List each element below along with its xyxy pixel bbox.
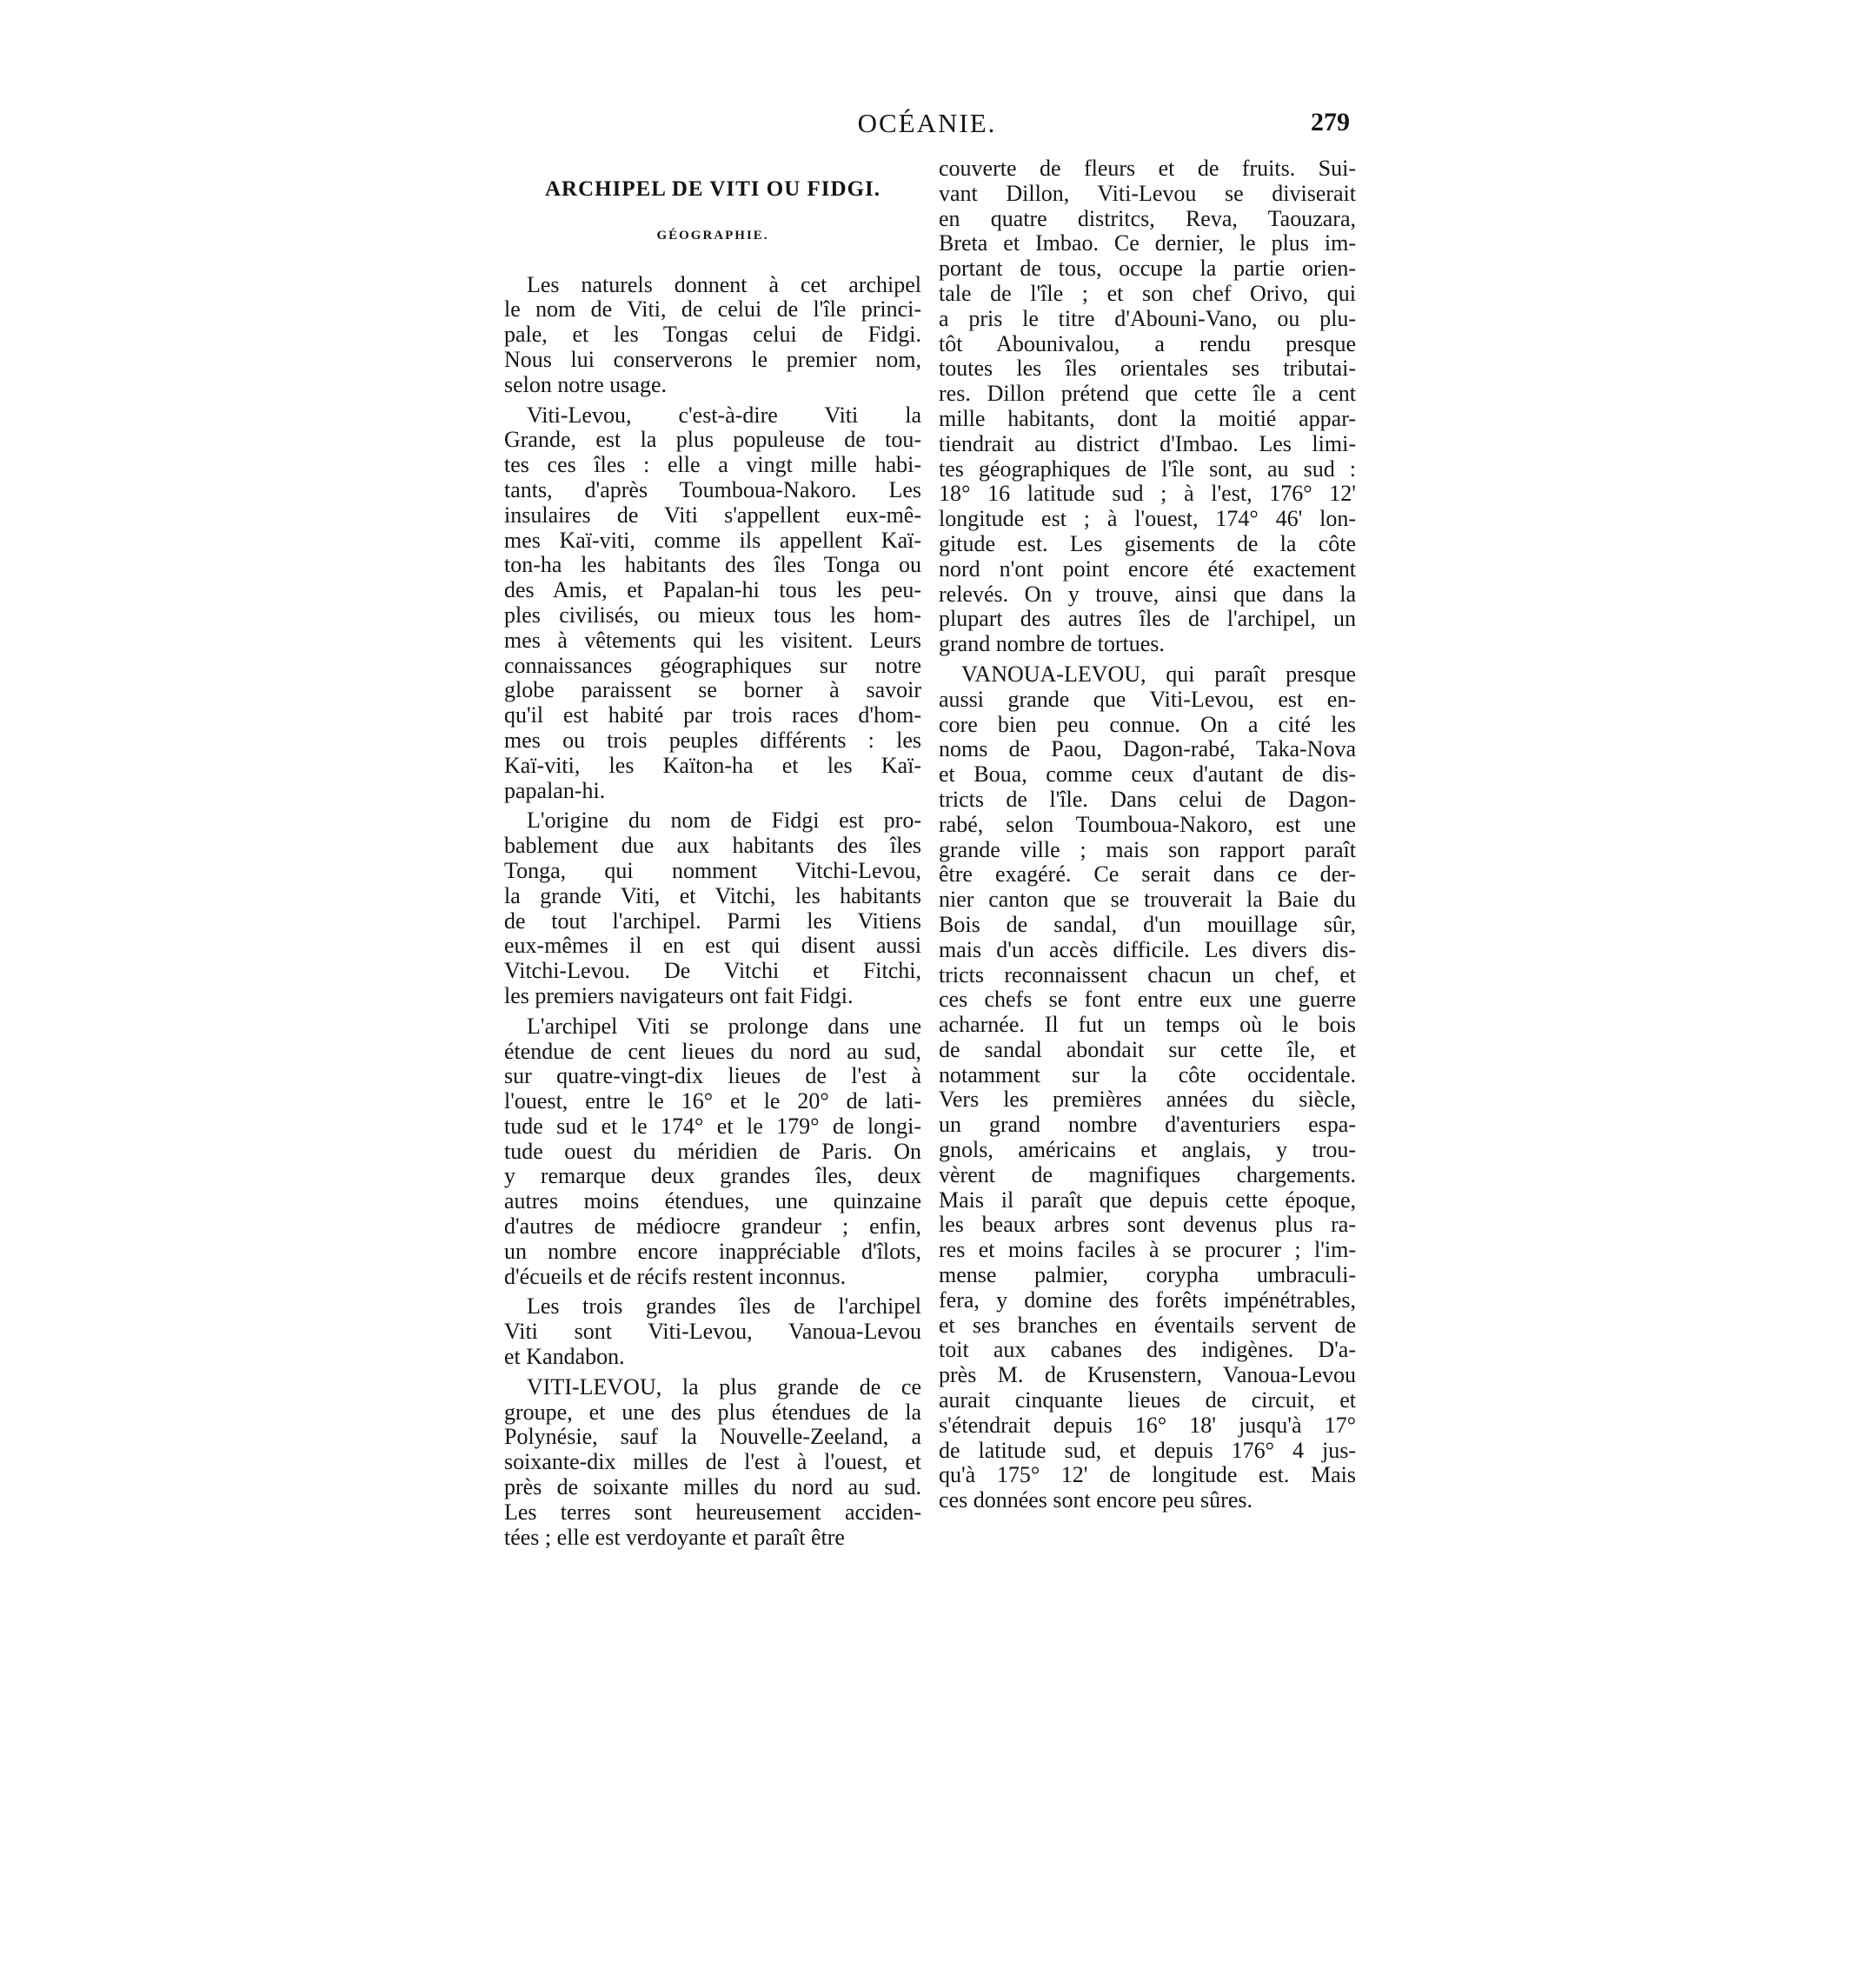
text-line: qu'il est habité par trois races d'hom- xyxy=(504,702,921,728)
paragraph xyxy=(504,1375,921,1551)
text-line: acharnée. Il fut un temps où le bois xyxy=(939,1012,1356,1038)
text-line: plupart des autres îles de l'archipel, un xyxy=(939,606,1356,632)
text-line: relevés. On y trouve, ainsi que dans la xyxy=(939,581,1356,607)
text-line: de sandal abondait sur cette île, et xyxy=(939,1036,1356,1062)
text-line: et Kandabon. xyxy=(504,1344,625,1370)
text-line: l'ouest, entre le 16° et le 20° de lati- xyxy=(504,1088,921,1114)
paragraph xyxy=(504,808,921,1008)
page-header xyxy=(495,108,1359,143)
text-line: nord n'ont point encore été exactement xyxy=(939,555,1356,582)
text-line: en quatre distritcs, Reva, Taouzara, xyxy=(939,205,1356,231)
paragraph xyxy=(504,403,921,804)
text-line: y remarque deux grandes îles, deux xyxy=(504,1163,921,1189)
text-line: des Amis, et Papalan-hi tous les peu- xyxy=(504,577,921,603)
text-line: la grande Viti, et Vitchi, les habitants xyxy=(504,882,921,908)
text-line: être exagéré. Ce serait dans ce der- xyxy=(939,861,1356,888)
text-line: ces chefs se font entre eux une guerre xyxy=(939,987,1356,1013)
text-line: étendue de cent lieues du nord au sud, xyxy=(504,1038,921,1064)
text-line: qu'à 175° 12' de longitude est. Mais xyxy=(939,1462,1356,1488)
text-line: mais d'un accès difficile. Les divers dis- xyxy=(939,936,1356,962)
text-line: core bien peu connue. On a cité les xyxy=(939,711,1356,737)
text-line: Breta et Imbao. Ce dernier, le plus im- xyxy=(939,230,1356,256)
text-line: rabé, selon Toumboua-Nakoro, est une xyxy=(939,811,1356,837)
text-line: Les naturels donnent à cet archipel xyxy=(527,271,921,297)
text-line: longitude est ; à l'ouest, 174° 46' lon- xyxy=(939,506,1356,532)
text-line: Vers les premières années du siècle, xyxy=(939,1087,1356,1113)
text-line: mes ou trois peuples différents : les xyxy=(504,727,921,753)
text-line: ples civilisés, ou mieux tous les hom- xyxy=(504,602,921,628)
text-line: les beaux arbres sont devenus plus ra- xyxy=(939,1212,1356,1238)
text-line: ces données sont encore peu sûres. xyxy=(939,1487,1253,1513)
text-line: de tout l'archipel. Parmi les Vitiens xyxy=(504,908,921,934)
running-title: OCÉANIE. xyxy=(857,108,997,138)
section-title: ARCHIPEL DE VITI OU FIDGI. xyxy=(544,177,881,201)
text-line: tes géographiques de l'île sont, au sud : xyxy=(939,455,1356,482)
text-line: toit aux cabanes des indigènes. D'a- xyxy=(939,1337,1356,1363)
text-line: grand nombre de tortues. xyxy=(939,631,1165,657)
left-column xyxy=(504,156,921,1550)
text-line: insulaires de Viti s'appellent eux-mê- xyxy=(504,502,921,528)
text-line: aurait cinquante lieues de circuit, et xyxy=(939,1387,1356,1413)
text-line: toutes les îles orientales ses tributai- xyxy=(939,356,1356,382)
text-line: Mais il paraît que depuis cette époque, xyxy=(939,1187,1356,1213)
text-line: d'écueils et de récifs restent inconnus. xyxy=(504,1263,847,1289)
text-line: mense palmier, corypha umbraculi- xyxy=(939,1262,1356,1288)
text-line: près M. de Krusenstern, Vanoua-Levou xyxy=(939,1362,1356,1388)
text-line: notamment sur la côte occidentale. xyxy=(939,1061,1356,1087)
paragraph xyxy=(504,1294,921,1369)
section-subtitle: GÉOGRAPHIE. xyxy=(656,228,769,243)
text-line: VITI-LEVOU, la plus grande de ce xyxy=(527,1373,921,1400)
text-line: un nombre encore inappréciable d'îlots, xyxy=(504,1238,921,1264)
text-line: tôt Abounivalou, a rendu presque xyxy=(939,330,1356,356)
text-line: s'étendrait depuis 16° 18' jusqu'à 17° xyxy=(939,1412,1356,1438)
text-line: Les trois grandes îles de l'archipel xyxy=(527,1293,921,1320)
text-line: Tonga, qui nomment Vitchi-Levou, xyxy=(504,857,921,883)
text-line: tricts reconnaissent chacun un chef, et xyxy=(939,961,1356,987)
text-line: tiendrait au district d'Imbao. Les limi- xyxy=(939,430,1356,456)
paragraph xyxy=(504,273,921,398)
text-line: soixante-dix milles de l'est à l'ouest, et xyxy=(504,1449,921,1475)
text-line: connaissances géographiques sur notre xyxy=(504,652,921,678)
text-line: VANOUA-LEVOU, qui paraît presque xyxy=(961,661,1356,687)
text-line: Les terres sont heureusement acciden- xyxy=(504,1499,921,1525)
text-line: tes ces îles : elle a vingt mille habi- xyxy=(504,452,921,478)
text-line: gitude est. Les gisements de la côte xyxy=(939,530,1356,556)
text-line: a pris le titre d'Abouni-Vano, ou plu- xyxy=(939,305,1356,331)
text-line: tude ouest du méridien de Paris. On xyxy=(504,1138,921,1164)
text-line: un grand nombre d'aventuriers espa- xyxy=(939,1112,1356,1138)
text-line: Vitchi-Levou. De Vitchi et Fitchi, xyxy=(504,958,921,984)
text-line: res. Dillon prétend que cette île a cent xyxy=(939,381,1356,407)
text-line: eux-mêmes il en est qui disent aussi xyxy=(504,933,921,959)
text-line: tricts de l'île. Dans celui de Dagon- xyxy=(939,786,1356,812)
text-line: Viti-Levou, c'est-à-dire Viti la xyxy=(527,402,921,428)
text-line: mille habitants, dont la moitié appar- xyxy=(939,405,1356,431)
text-line: Polynésie, sauf la Nouvelle-Zeeland, a xyxy=(504,1424,921,1450)
text-line: autres moins étendues, une quinzaine xyxy=(504,1188,921,1214)
text-line: globe paraissent se borner à savoir xyxy=(504,677,921,703)
text-line: fera, y domine des forêts impénétrables, xyxy=(939,1287,1356,1313)
text-line: grande ville ; mais son rapport paraît xyxy=(939,836,1356,862)
text-line: portant de tous, occupe la partie orien- xyxy=(939,256,1356,282)
text-line: Viti sont Viti-Levou, Vanoua-Levou xyxy=(504,1319,921,1345)
text-line: Bois de sandal, d'un mouillage sûr, xyxy=(939,911,1356,937)
text-line: mes à vêtements qui les visitent. Leurs xyxy=(504,627,921,653)
text-line: Kaï-viti, les Kaïton-ha et les Kaï- xyxy=(504,752,921,778)
paragraph xyxy=(939,662,1356,1513)
text-line: le nom de Viti, de celui de l'île princi- xyxy=(504,296,921,322)
text-line: tude sud et le 174° et le 179° de longi- xyxy=(504,1113,921,1139)
text-line: tées ; elle est verdoyante et paraît être xyxy=(504,1524,845,1550)
text-line: vant Dillon, Viti-Levou se diviserait xyxy=(939,180,1356,206)
right-column xyxy=(939,156,1356,1513)
text-line: d'autres de médiocre grandeur ; enfin, xyxy=(504,1213,921,1240)
text-line: et ses branches en éventails servent de xyxy=(939,1312,1356,1338)
text-line: sur quatre-vingt-dix lieues de l'est à xyxy=(504,1063,921,1089)
text-line: et Boua, comme ceux d'autant de dis- xyxy=(939,761,1356,788)
text-line: res et moins faciles à se procurer ; l'im- xyxy=(939,1237,1356,1263)
text-line: de latitude sud, et depuis 176° 4 jus- xyxy=(939,1437,1356,1463)
text-line: près de soixante milles du nord au sud. xyxy=(504,1474,921,1500)
paragraph xyxy=(939,156,1356,657)
text-line: selon notre usage. xyxy=(504,371,668,397)
text-line: couverte de fleurs et de fruits. Sui- xyxy=(939,156,1356,181)
text-line: tale de l'île ; et son chef Orivo, qui xyxy=(939,280,1356,306)
text-line: Grande, est la plus populeuse de tou- xyxy=(504,427,921,453)
text-line: mes Kaï-viti, comme ils appellent Kaï- xyxy=(504,527,921,553)
page-number: 279 xyxy=(1311,108,1350,136)
text-line: noms de Paou, Dagon-rabé, Taka-Nova xyxy=(939,736,1356,762)
text-line: bablement due aux habitants des îles xyxy=(504,833,921,859)
text-line: Nous lui conserverons le premier nom, xyxy=(504,346,921,372)
text-line: 18° 16 latitude sud ; à l'est, 176° 12' xyxy=(939,481,1356,507)
text-line: aussi grande que Viti-Levou, est en- xyxy=(939,686,1356,712)
text-line: groupe, et une des plus étendues de la xyxy=(504,1399,921,1425)
text-line: papalan-hi. xyxy=(504,777,606,803)
paragraph xyxy=(504,1014,921,1290)
text-line: gnols, américains et anglais, y trou- xyxy=(939,1137,1356,1163)
text-line: pale, et les Tongas celui de Fidgi. xyxy=(504,322,921,348)
text-line: ton-ha les habitants des îles Tonga ou xyxy=(504,552,921,578)
text-line: vèrent de magnifiques chargements. xyxy=(939,1161,1356,1187)
text-line: nier canton que se trouverait la Baie du xyxy=(939,887,1356,913)
text-line: L'archipel Viti se prolonge dans une xyxy=(527,1013,921,1039)
text-line: tants, d'après Toumboua-Nakoro. Les xyxy=(504,476,921,502)
text-line: les premiers navigateurs ont fait Fidgi. xyxy=(504,982,854,1008)
text-line: L'origine du nom de Fidgi est pro- xyxy=(527,808,921,834)
